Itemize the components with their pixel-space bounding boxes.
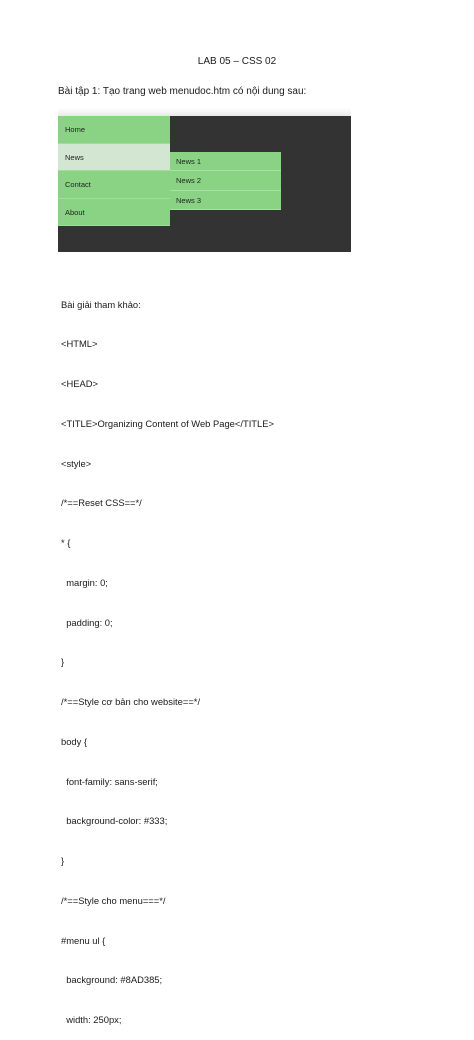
code-line: <HEAD> [61, 378, 98, 389]
code-line: margin: 0; [61, 576, 108, 588]
submenu-item-news-1[interactable]: News 1 [170, 152, 281, 171]
browser-strip [58, 108, 351, 116]
task-description: Bài tập 1: Tạo trang web menudoc.htm có nội dung sau: [58, 86, 307, 97]
menu-item-home[interactable]: Home [58, 116, 170, 144]
code-line: <HTML> [61, 338, 98, 350]
code-line: background: #8AD385; [61, 974, 163, 986]
vertical-menu [58, 116, 170, 226]
solution-code [61, 271, 274, 1040]
code-line: width: 250px; [61, 1014, 122, 1025]
code-line: /*==Reset CSS==*/ [61, 497, 142, 509]
submenu-item-news-2[interactable]: News 2 [170, 171, 281, 190]
document-title: LAB 05 – CSS 02 [197, 56, 277, 67]
code-line: * { [61, 537, 71, 548]
code-line: <TITLE>Organizing Content of Web Page</TITLE> [61, 417, 274, 429]
code-line: } [61, 656, 65, 668]
code-line: } [61, 855, 65, 866]
code-line: background-color: #333; [61, 815, 168, 827]
menu-item-news[interactable]: News [58, 144, 170, 172]
menu-item-about[interactable]: About [58, 199, 170, 227]
menu-demo-screenshot [58, 116, 351, 252]
solution-heading: Bài giải tham khảo: [61, 298, 141, 310]
code-line: body { [61, 735, 88, 747]
code-line: #menu ul { [61, 934, 106, 946]
code-line: /*==Style cho menu===*/ [61, 894, 166, 906]
menu-item-contact[interactable]: Contact [58, 171, 170, 199]
submenu-item-news-3[interactable]: News 3 [170, 191, 281, 210]
code-line: font-family: sans-serif; [61, 775, 158, 787]
news-submenu [170, 152, 281, 210]
code-line: padding: 0; [61, 616, 113, 628]
code-line: <style> [61, 457, 92, 469]
code-line: /*==Style cơ bản cho website==*/ [61, 696, 201, 707]
